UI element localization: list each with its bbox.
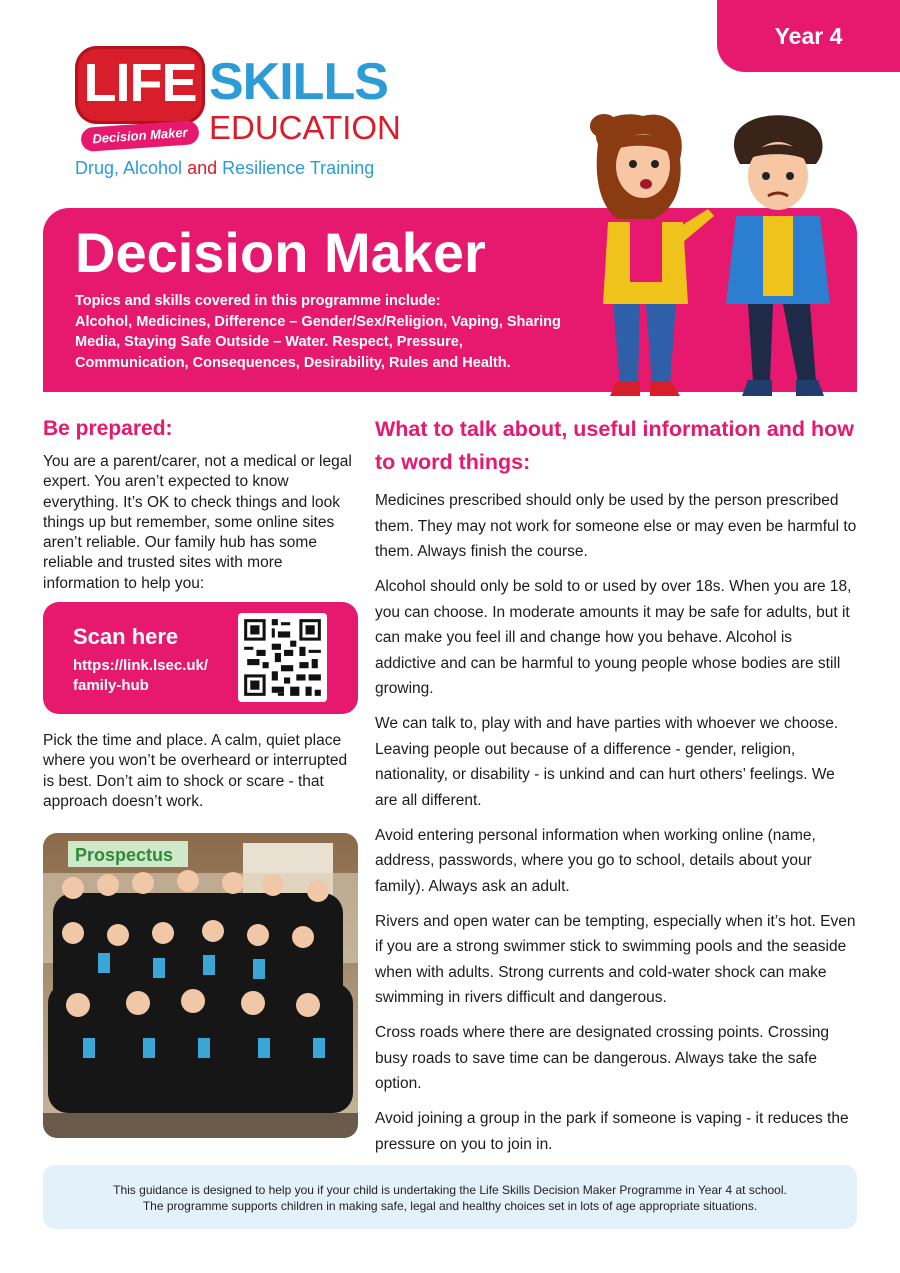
water-paragraph: Rivers and open water can be tempting, especially when it’s hot. Even if you are a strong swimmer stick to swimming pools and the seaside when with adults. Strong currents and cold-water shock can make swimming in rivers difficult and dangerous. xyxy=(375,912,856,1006)
be-prepared-heading: Be prepared: xyxy=(43,417,173,440)
scan-here-title: Scan here xyxy=(73,624,179,649)
talk-about-content xyxy=(375,488,857,1167)
year-label: Year 4 xyxy=(774,22,843,49)
family-hub-link[interactable]: https://link.lsec.uk/ family-hub xyxy=(73,657,209,694)
footer-line-2: The programme supports children in making safe, legal and healthy choices set in lots of age appropriate situations. xyxy=(142,1199,758,1213)
qr-code-icon[interactable] xyxy=(238,613,327,702)
logo-skills-text: SKILLS xyxy=(209,53,388,111)
logo-badge: Decision Maker xyxy=(80,120,199,152)
tagline-part-2: Resilience Training xyxy=(222,158,375,178)
footer-line-1: This guidance is designed to help you if your child is undertaking the Life Skills Decision Maker Programme in Year 4 at school. xyxy=(113,1183,787,1197)
hero-topics xyxy=(75,291,565,373)
boy-character-icon xyxy=(726,115,830,396)
be-prepared-paragraph: You are a parent/carer, not a medical or legal expert. You aren’t expected to know everything. It’s OK to check things and look things up but remember, some online sites aren’t reliable. Our family hub has some reliable and trusted sites with more information to help you: xyxy=(43,453,352,592)
class-photo xyxy=(43,833,358,1138)
difference-paragraph: We can talk to, play with and have parties with whoever we choose. Leaving people out because of a difference - gender, religion, nationality, or disability - is unkind and can hurt others’ feelings. We are all different. xyxy=(375,715,839,809)
logo-life-text: LIFE xyxy=(83,53,197,113)
tagline-and: and xyxy=(187,158,218,178)
logo xyxy=(75,46,405,186)
topics-intro: Topics and skills covered in this programme include: xyxy=(75,293,441,309)
vaping-paragraph: Avoid joining a group in the park if someone is vaping - it reduces the pressure on you to join in. xyxy=(375,1110,849,1153)
time-and-place-paragraph: Pick the time and place. A calm, quiet place where you won’t be overheard or interrupted is best. Don’t aim to shock or scare - that approach doesn’t work. xyxy=(43,732,348,810)
footer-note xyxy=(43,1165,857,1229)
topics-list: Alcohol, Medicines, Difference – Gender/Sex/Religion, Vaping, Sharing Media, Staying Safe Outside – Water. Respect, Pressure, Communication, Consequences, Desirability, Rules and Health. xyxy=(75,313,561,371)
online-paragraph: Avoid entering personal information when working online (name, address, passwords, where you go to school, details about your family). Always ask an adult. xyxy=(375,826,816,895)
girl-character-icon xyxy=(590,114,714,396)
medicines-paragraph: Medicines prescribed should only be used by the person prescribed them. They may not work for someone else or may even be harmful to them. Always finish the course. xyxy=(375,492,857,560)
logo-education-text: EDUCATION xyxy=(209,109,401,146)
logo-tagline xyxy=(75,158,374,179)
talk-about-heading: What to talk about, useful information and how to word things: xyxy=(375,417,854,474)
year-tab xyxy=(717,0,900,72)
children-arguing-illustration xyxy=(558,104,858,404)
page-title: Decision Maker xyxy=(75,221,486,284)
alcohol-paragraph: Alcohol should only be sold to or used by over 18s. When you are 18, you can choose. In moderate amounts it may be safe for adults, but it can make you feel ill and change how you behave. Alcohol is addictive and can be harmful to young people whose bodies are still growing. xyxy=(375,578,852,697)
roads-paragraph: Cross roads where there are designated crossing points. Crossing busy roads to save time can be dangerous. Always take the safe option. xyxy=(375,1024,830,1092)
photo-sign-text: Prospectus xyxy=(75,845,174,865)
tagline-part-1: Drug, Alcohol xyxy=(75,158,183,178)
